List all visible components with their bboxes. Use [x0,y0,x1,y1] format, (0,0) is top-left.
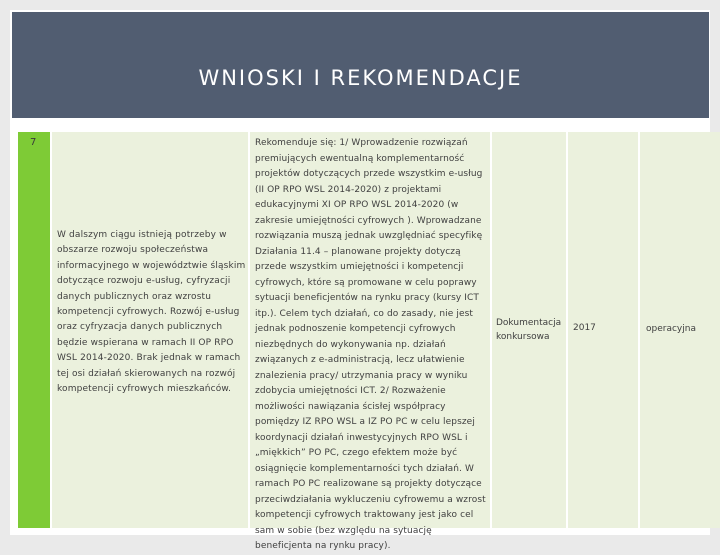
source-text: Dokumentacja konkursowa [496,318,562,342]
recommendation-text: Rekomenduje się: 1/ Wprowadzenie rozwiązań premiujących ewentualną komplementarność projektów dotyczących przede wszystkim e-usług (II OP RPO WSL 2014-2020) z projektami edukacyjnymi XI OP RPO WSL 2014-2020 (w zakresie umiejętności cyfrowych ). Wprowadzane rozwiązania muszą jednak uwzględniać specyfikę Działania 11.4 – planowane projekty dotyczą przede wszystkim umiejętności i kompetencji cyfrowych, które są promowane w celu poprawy sytuacji beneficjentów na rynku pracy (kursy ICT itp.). Celem tych działań, co do zasady, nie jest jednak podnoszenie kompetencji cyfrowych niezbędnych do wykonywania np. działań związanych z e-administracją, lecz ułatwienie znalezienia pracy/ utrzymania pracy w wyniku zdobycia umiejętności ICT. 2/ Rozważenie możliwości nawiązania ścisłej współpracy pomiędzy IZ RPO WSL a IZ PO PC w celu lepszej koordynacji działań inwestycyjnych RPO WSL i „miękkich” PO PC, czego efektem może być osiągnięcie komplementarności tych działań. W ramach PO PC realizowane są projekty dotyczące przeciwdziałania wykluczeniu cyfrowemu a wzrost kompetencji cyfrowych traktowany jest jako cel sam w sobie (bez względu na sytuację beneficjenta na rynku pracy). [255,138,486,551]
source-cell [492,132,566,528]
row-number: 7 [30,137,37,148]
conclusion-text: W dalszym ciągu istnieją potrzeby w obszarze rozwoju społeczeństwa informacyjnego w województwie śląskim dotyczące rozwoju e-usług, cyfryzacji danych publicznych oraz wzrostu kompetencji cyfrowych. Rozwój e-usług oraz cyfryzacja danych publicznych będzie wspierana w ramach II OP RPO WSL 2014-2020. Brak jednak w ramach tej osi działań skierowanych na rozwój kompetencji cyfrowych mieszkańców. [57,230,246,395]
conclusion-cell [52,132,248,528]
recommendations-table [18,132,708,551]
year-cell [568,132,638,528]
type-text: operacyjna [646,324,696,334]
recommendation-cell [250,132,490,551]
type-cell [640,132,720,528]
year-text: 2017 [573,323,596,333]
title-banner [12,12,709,118]
slide-title: WNIOSKI I REKOMENDACJE [198,66,523,90]
row-number-cell [18,132,50,528]
